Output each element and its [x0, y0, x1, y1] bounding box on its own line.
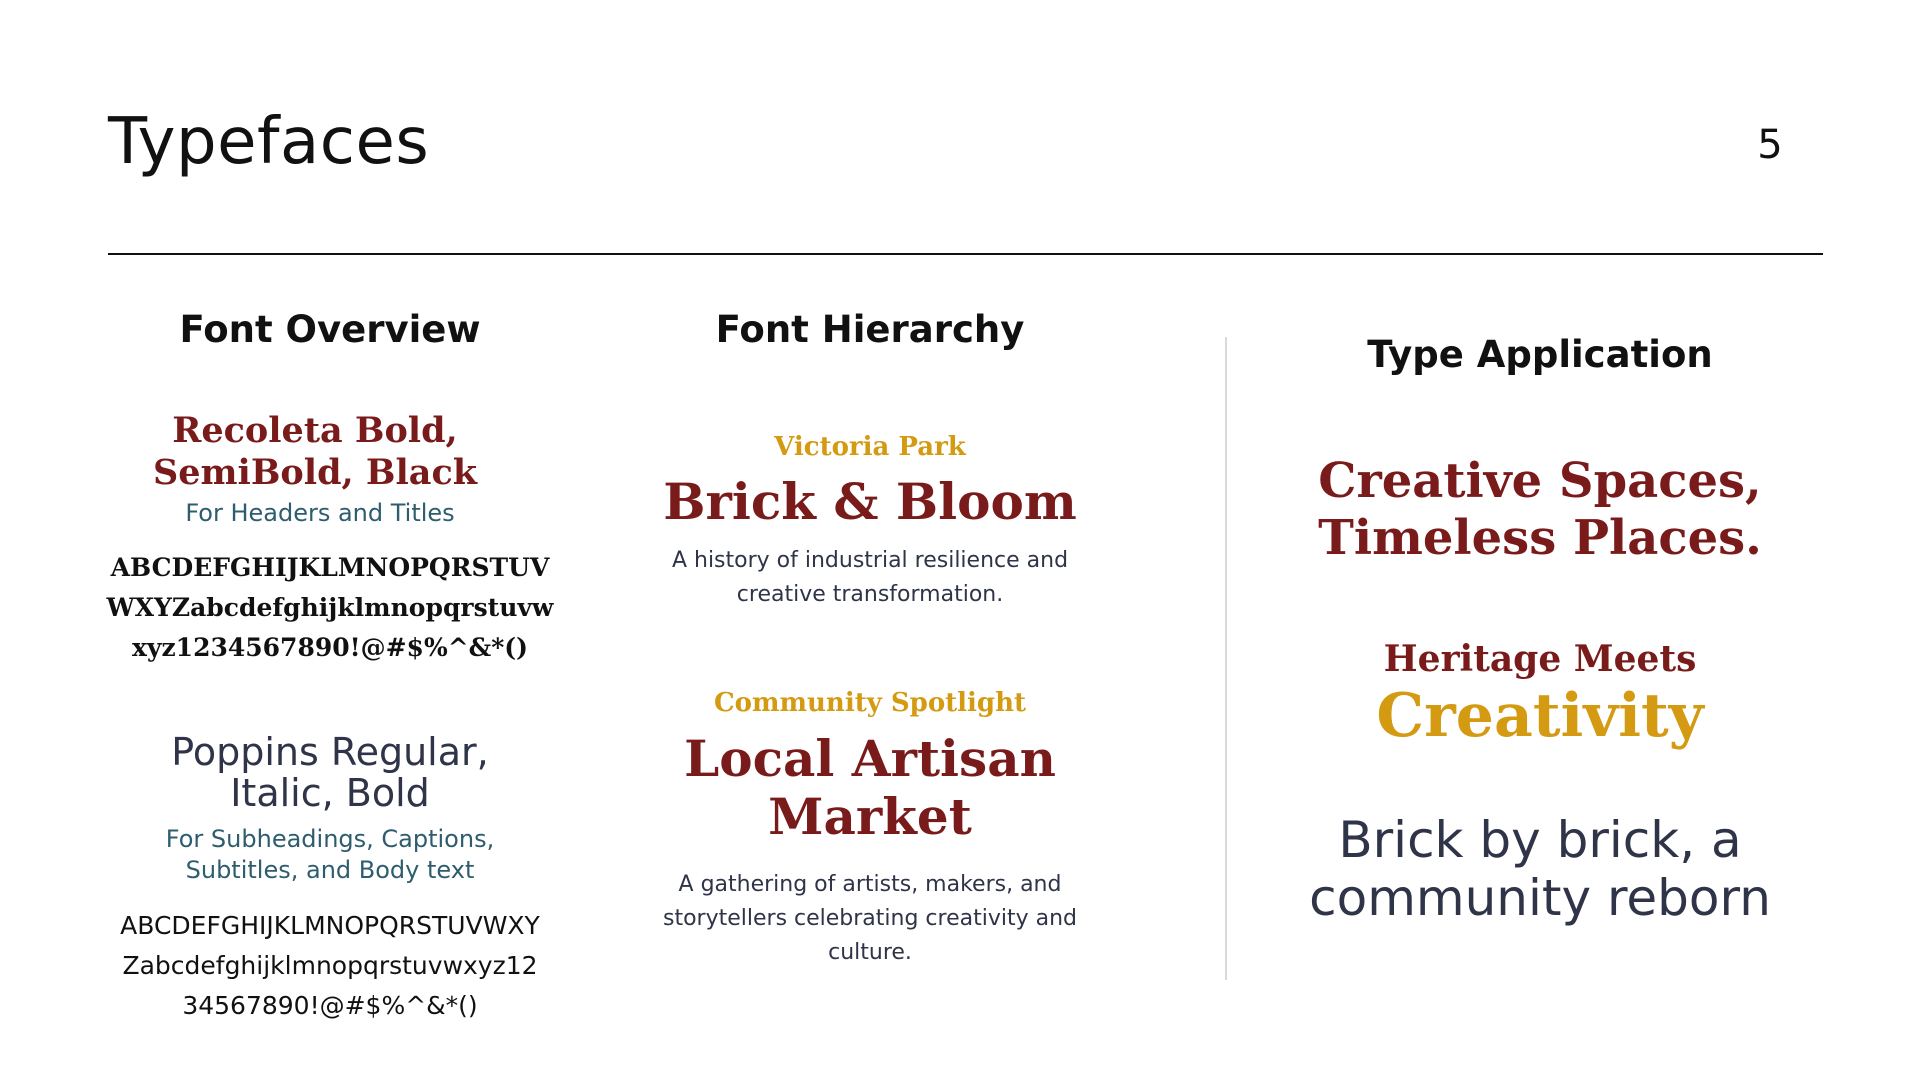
hierarchy-body-2-line2: storytellers celebrating creativity and [662, 906, 1077, 931]
hierarchy-eyebrow-2: Community Spotlight [713, 688, 1027, 718]
application-tagline-line2: community reborn [1309, 869, 1771, 927]
hierarchy-title-1: Brick & Bloom [663, 472, 1077, 531]
serif-sample-line2: WXYZabcdefghijklmnopqrstuvw [106, 593, 554, 622]
serif-font-name-line1: Recoleta Bold, [172, 410, 458, 451]
sans-font-usage-line2: Subtitles, and Body text [185, 856, 475, 884]
hierarchy-body-2-line1: A gathering of artists, makers, and [678, 872, 1062, 897]
hierarchy-title-2-line2: Market [768, 787, 972, 846]
application-accent-word: Creativity [1376, 681, 1704, 751]
hierarchy-eyebrow-1: Victoria Park [774, 432, 966, 462]
hierarchy-title-2-line1: Local Artisan [684, 729, 1056, 788]
application-headline [1260, 453, 1820, 567]
serif-font-name [70, 410, 560, 494]
sans-font-name-line2: Italic, Bold [230, 771, 430, 815]
application-tagline [1260, 811, 1820, 927]
application-tagline-line1: Brick by brick, a [1338, 811, 1742, 869]
font-hierarchy-heading: Font Hierarchy [715, 308, 1025, 351]
sans-font-name [100, 732, 560, 814]
serif-sample-line3: xyz1234567890!@#$%^&*() [132, 633, 528, 662]
sans-sample-line1: ABCDEFGHIJKLMNOPQRSTUVWXY [120, 911, 540, 940]
sans-character-sample [100, 906, 560, 1026]
font-overview-heading: Font Overview [179, 308, 481, 351]
page-number: 5 [1757, 122, 1783, 168]
sans-font-name-line1: Poppins Regular, [171, 730, 489, 774]
type-application-heading: Type Application [1367, 333, 1713, 376]
header-divider [108, 253, 1823, 255]
hierarchy-body-1-line1: A history of industrial resilience and [671, 548, 1069, 573]
page-title: Typefaces [108, 105, 430, 179]
hierarchy-title-2 [640, 730, 1100, 846]
hierarchy-body-2-line3: culture. [828, 940, 912, 965]
serif-font-name-line2: SemiBold, Black [152, 452, 478, 493]
serif-font-usage: For Headers and Titles [185, 499, 455, 527]
hierarchy-body-1 [640, 544, 1100, 612]
serif-character-sample [100, 548, 560, 668]
application-subheadline: Heritage Meets [1383, 638, 1697, 680]
hierarchy-body-2 [640, 868, 1100, 970]
sans-font-usage [100, 824, 560, 886]
font-hierarchy-column [640, 300, 1100, 970]
sans-font-usage-line1: For Subheadings, Captions, [165, 825, 495, 853]
sans-sample-line2: Zabcdefghijklmnopqrstuvwxyz12 [122, 951, 538, 980]
font-overview-column [100, 300, 560, 1026]
application-headline-line1: Creative Spaces, [1318, 453, 1762, 509]
hierarchy-body-1-line2: creative transformation. [736, 582, 1004, 607]
application-headline-line2: Timeless Places. [1318, 510, 1762, 566]
column-divider [1225, 337, 1227, 980]
sans-sample-line3: 34567890!@#$%^&*() [182, 991, 478, 1020]
type-application-column [1260, 325, 1820, 927]
serif-sample-line1: ABCDEFGHIJKLMNOPQRSTUV [110, 553, 550, 582]
